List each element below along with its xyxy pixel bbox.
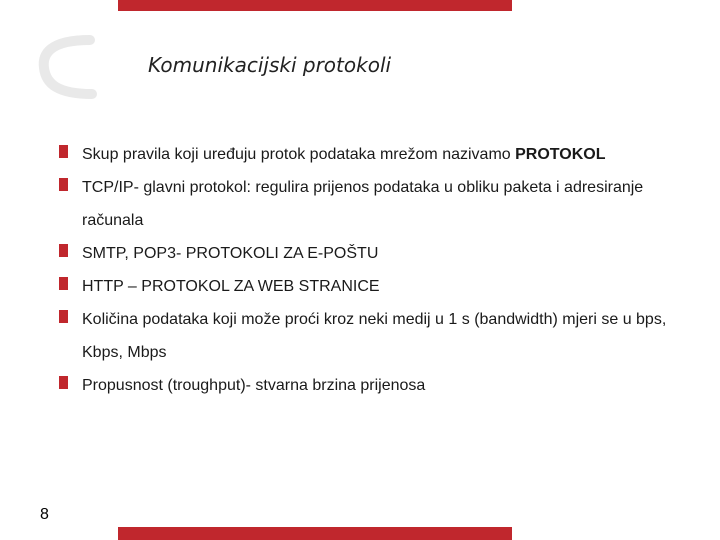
bullet-text: HTTP – PROTOKOL ZA WEB STRANICE xyxy=(82,278,380,295)
page-number: 8 xyxy=(40,506,49,523)
bullet-marker-icon xyxy=(59,376,68,389)
bullet-text: SMTP, POP3- PROTOKOLI ZA E-POŠTU xyxy=(82,245,379,262)
swoosh-decoration xyxy=(30,34,150,100)
bullet-item xyxy=(58,270,698,303)
bullet-item xyxy=(58,171,698,237)
bullet-marker-icon xyxy=(59,277,68,290)
top-accent-bar xyxy=(118,0,512,11)
bullet-marker-icon xyxy=(59,178,68,191)
bullet-item xyxy=(58,138,698,171)
bullet-item xyxy=(58,369,698,402)
bullet-text: Propusnost (troughput)- stvarna brzina prijenosa xyxy=(82,377,426,394)
slide-title: Komunikacijski protokoli xyxy=(148,53,392,77)
bullet-marker-icon xyxy=(59,145,68,158)
bullet-emphasis: PROTOKOL xyxy=(515,146,606,163)
bullet-text: Skup pravila koji uređuju protok podataka mrežom nazivamo PROTOKOL xyxy=(82,146,606,163)
bottom-accent-bar xyxy=(118,527,512,540)
bullet-item xyxy=(58,303,698,369)
bullet-marker-icon xyxy=(59,310,68,323)
bullet-item xyxy=(58,237,698,270)
bullet-text: Količina podataka koji može proći kroz neki medij u 1 s (bandwidth) mjeri se u bps, Kbps, Mbps xyxy=(82,311,667,361)
bullet-list xyxy=(58,138,698,402)
bullet-text: TCP/IP- glavni protokol: regulira prijenos podataka u obliku paketa i adresiranje računala xyxy=(82,179,644,229)
bullet-marker-icon xyxy=(59,244,68,257)
